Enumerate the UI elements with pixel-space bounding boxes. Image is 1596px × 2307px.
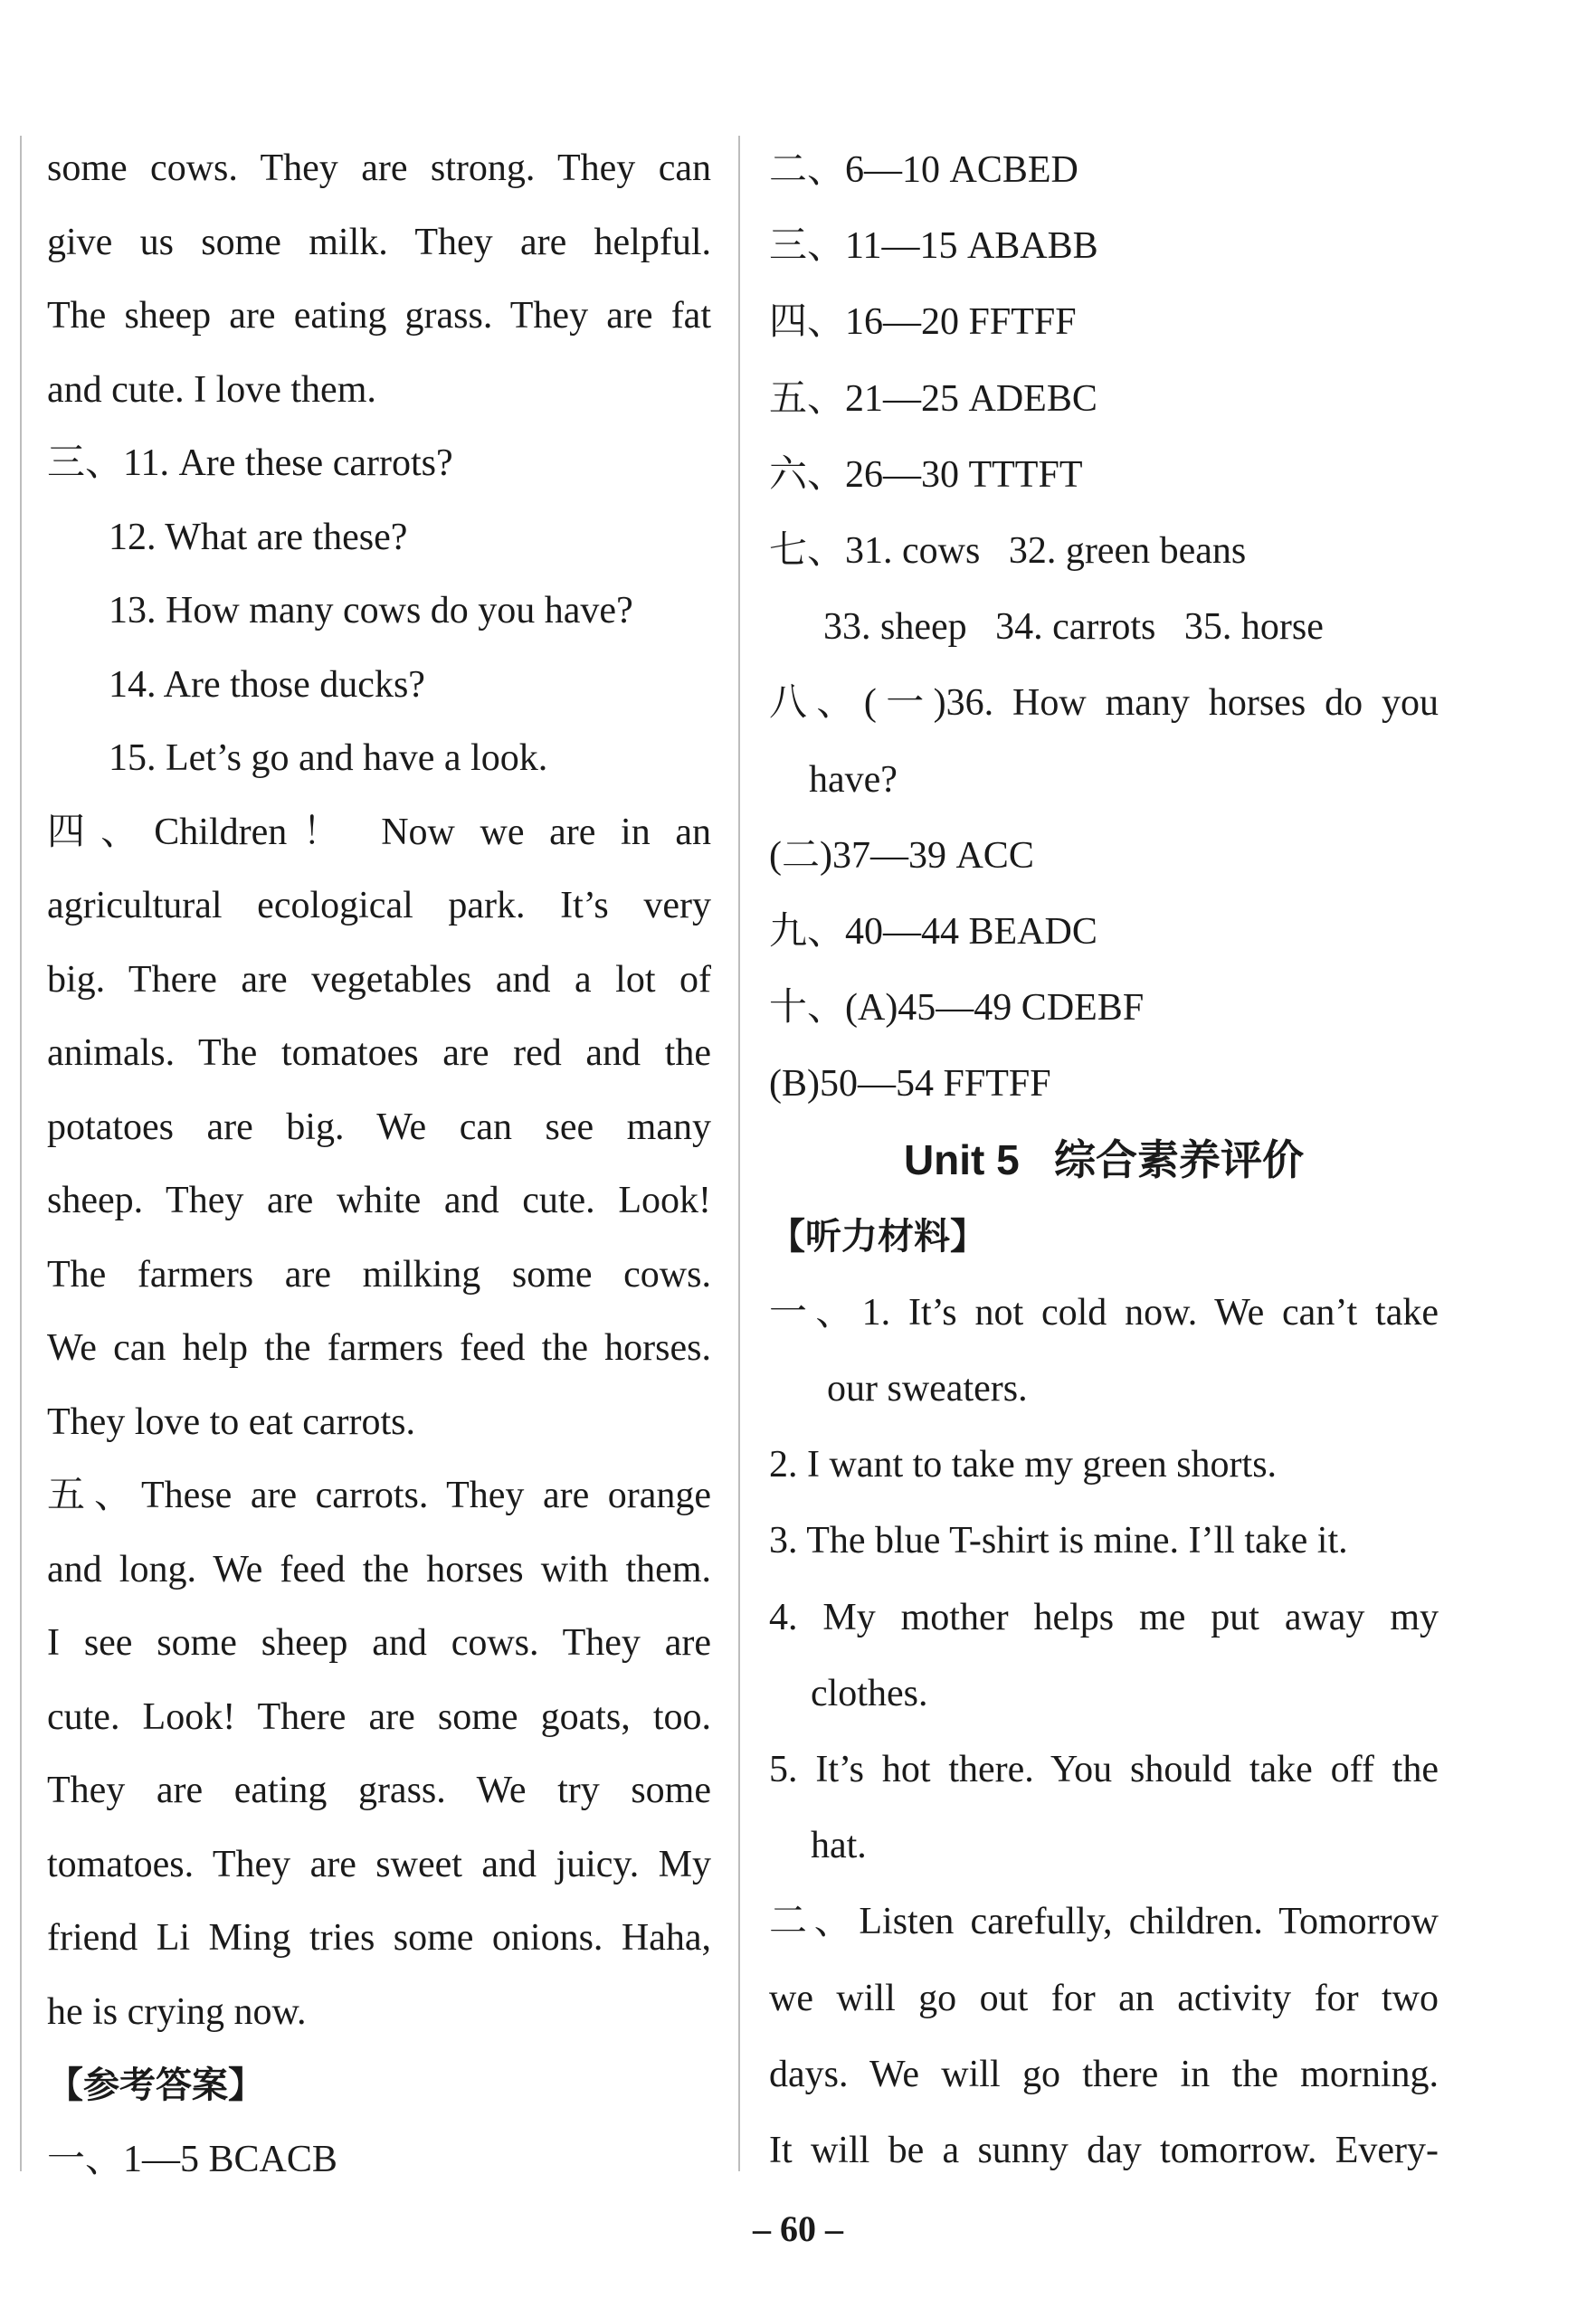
left-column: [47, 132, 711, 2197]
answer-line: 13. How many cows do you have?: [109, 590, 633, 631]
answer-line: 二、6—10 ACBED: [769, 149, 1078, 191]
text-line: 5. It’s hot there. You should take off the: [769, 1748, 1439, 1790]
answer-line: 一、1—5 BCACB: [47, 2138, 337, 2180]
answer-line: 四、16—20 FFTFF: [769, 301, 1077, 344]
text-line: our sweaters.: [827, 1368, 1028, 1410]
answer-line: 七、31. cows 32. green beans: [769, 529, 1247, 572]
text-line: The farmers are milking some cows.: [47, 1253, 711, 1296]
text-line: 二、Listen carefully, children. Tomorrow: [769, 1901, 1439, 1943]
text-line: The sheep are eating grass. They are fat: [47, 295, 711, 337]
text-line: he is crying now.: [47, 1990, 307, 2033]
text-line: animals. The tomatoes are red and the: [47, 1032, 711, 1074]
text-line: 3. The blue T-shirt is mine. I’ll take it.: [769, 1520, 1348, 1562]
text-line: hat.: [811, 1825, 867, 1867]
unit-title: Unit 5 综合素养评价: [903, 1136, 1305, 1184]
answer-line: 33. sheep 34. carrots 35. horse: [823, 606, 1324, 649]
text-line: 4. My mother helps me put away my: [769, 1596, 1439, 1638]
answer-line: 五、21—25 ADEBC: [769, 377, 1097, 420]
text-line: I see some sheep and cows. They are: [47, 1622, 711, 1664]
answer-line: 十、(A)45—49 CDEBF: [769, 987, 1145, 1030]
text-line: big. There are vegetables and a lot of: [47, 958, 711, 1001]
right-column: [769, 132, 1439, 2188]
section-4-line: 四、Children！ Now we are in an: [47, 811, 711, 853]
answers-heading: 【参考答案】: [47, 2065, 264, 2106]
text-line: potatoes are big. We can see many: [47, 1106, 711, 1148]
text-line: 一、1. It’s not cold now. We can’t take: [769, 1291, 1439, 1334]
column-divider: [738, 136, 740, 2171]
answer-line: 14. Are those ducks?: [109, 663, 425, 706]
text-line: It will be a sunny day tomorrow. Every-: [769, 2129, 1439, 2171]
answer-line: (B)50—54 FFTFF: [769, 1063, 1051, 1106]
text-line: agricultural ecological park. It’s very: [47, 885, 711, 926]
section-5-line: 五、These are carrots. They are orange: [47, 1475, 711, 1516]
text-line: tomatoes. They are sweet and juicy. My: [47, 1843, 711, 1885]
text-line: 2. I want to take my green shorts.: [769, 1444, 1278, 1486]
text-line: clothes.: [811, 1672, 928, 1714]
answer-line: 八、(一)36. How many horses do you: [769, 682, 1439, 725]
text-line: cute. Look! There are some goats, too.: [47, 1695, 711, 1738]
text-line: They love to eat carrots.: [47, 1400, 415, 1443]
section-3-line: 三、11. Are these carrots?: [47, 442, 453, 484]
left-margin-rule: [20, 136, 22, 2171]
text-line: and cute. I love them.: [47, 368, 376, 411]
answer-line: 九、40—44 BEADC: [769, 910, 1097, 953]
text-line: we will go out for an activity for two: [769, 1977, 1439, 2019]
text-line: sheep. They are white and cute. Look!: [47, 1180, 711, 1221]
page-number: – 60 –: [753, 2208, 843, 2249]
answer-line: (二)37—39 ACC: [769, 834, 1034, 877]
answer-line: have?: [809, 758, 898, 801]
text-line: They are eating grass. We try some: [47, 1770, 711, 1811]
text-line: days. We will go there in the morning.: [769, 2053, 1439, 2095]
text-line: give us some milk. They are helpful.: [47, 221, 711, 263]
listening-heading: 【听力材料】: [769, 1215, 986, 1258]
text-line: friend Li Ming tries some onions. Haha,: [47, 1917, 711, 1959]
text-line: and long. We feed the horses with them.: [47, 1548, 711, 1590]
text-line: We can help the farmers feed the horses.: [47, 1327, 711, 1369]
answer-line: 12. What are these?: [109, 516, 408, 558]
answer-line: 三、11—15 ABABB: [769, 225, 1098, 268]
answer-line: 六、26—30 TTTFT: [769, 453, 1083, 496]
text-line: some cows. They are strong. They can: [47, 147, 711, 189]
answer-line: 15. Let’s go and have a look.: [109, 737, 548, 779]
